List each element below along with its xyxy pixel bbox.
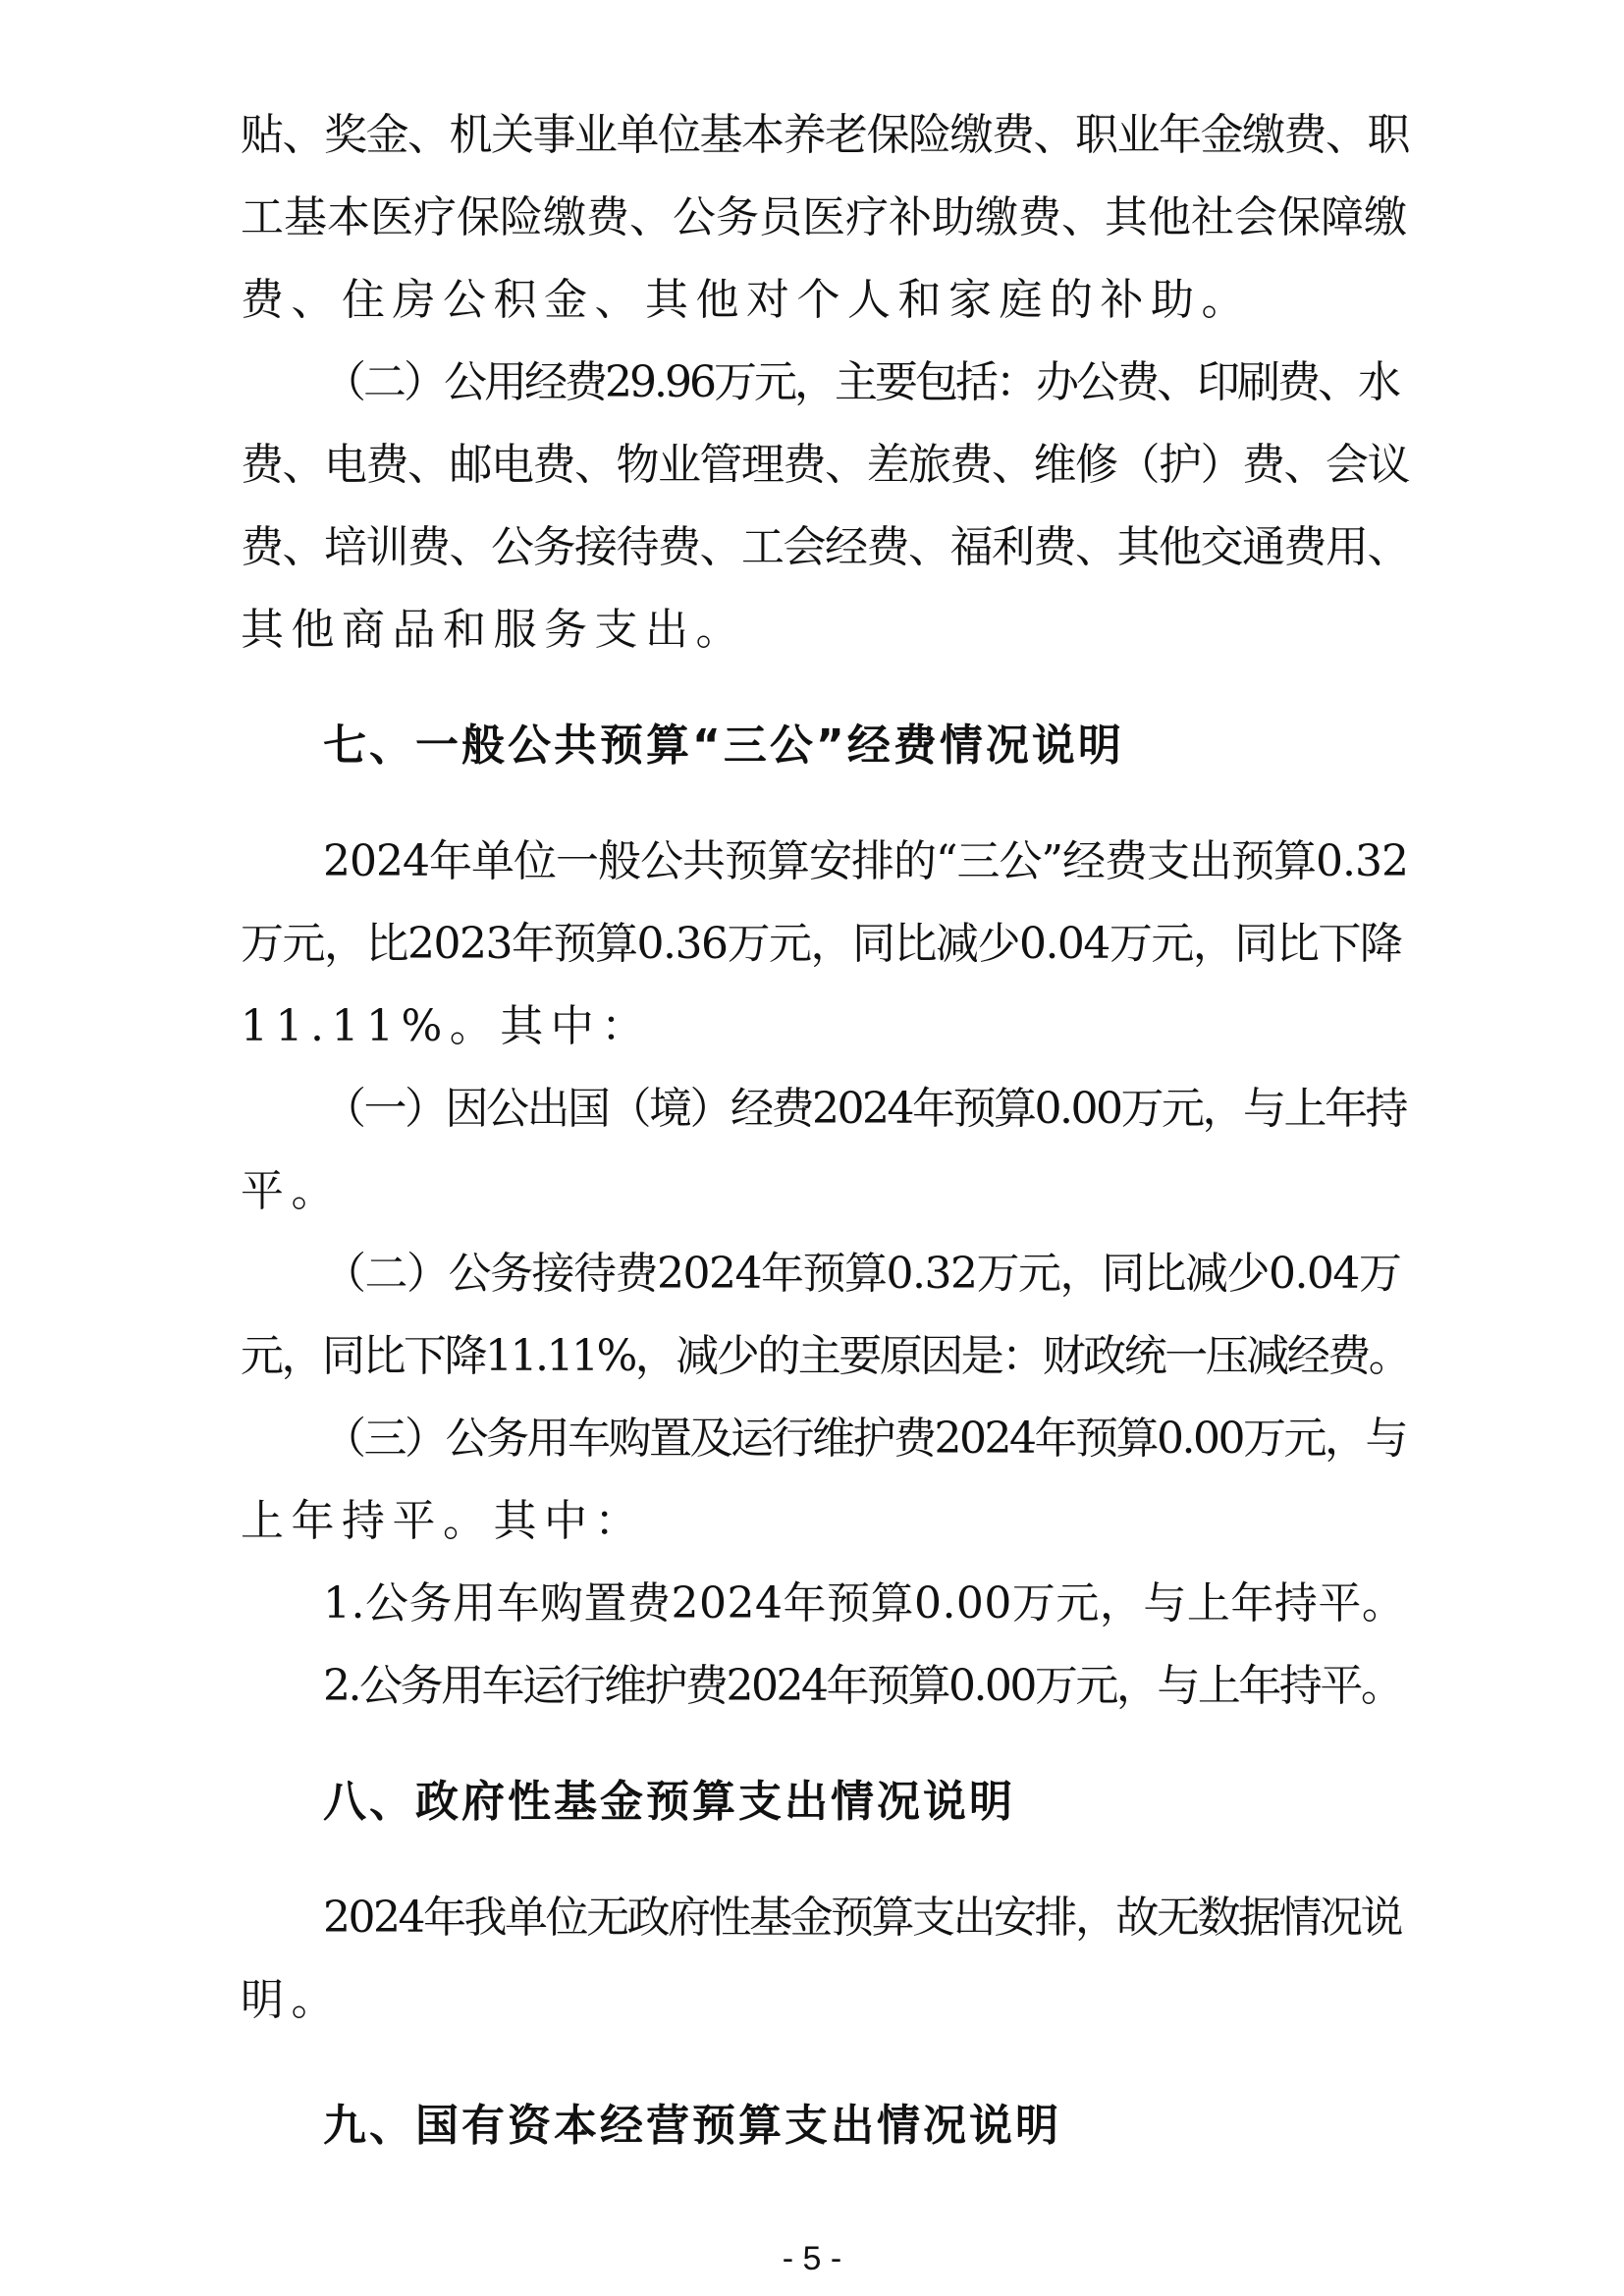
text-line: 工基本医疗保险缴费、公务员医疗补助缴费、其他社会保障缴 [241, 192, 1407, 242]
text-line: 上年持平。其中： [241, 1496, 645, 1546]
text-line: （一）因公出国（境）经费2024年预算0.00万元，与上年持 [323, 1084, 1406, 1134]
text-line: 万元，比2023年预算0.36万元，同比减少0.04万元，同比下降 [241, 919, 1402, 969]
text-line: 费、培训费、公务接待费、工会经费、福利费、其他交通费用、 [241, 522, 1409, 572]
text-line: 贴、奖金、机关事业单位基本养老保险缴费、职业年金缴费、职 [241, 110, 1409, 160]
page-number: - 5 - [782, 2240, 842, 2277]
text-line: 明。 [241, 1975, 342, 2025]
text-line: 其他商品和服务支出。 [241, 605, 746, 655]
section-heading-8: 八、政府性基金预算支出情况说明 [323, 1777, 1015, 1827]
text-line: （二）公用经费29.96万元，主要包括：办公费、印刷费、水 [323, 357, 1398, 407]
text-line: 费、住房公积金、其他对个人和家庭的补助。 [241, 275, 1252, 325]
text-line: （三）公务用车购置及运行维护费2024年预算0.00万元，与 [323, 1414, 1406, 1464]
text-line: 元，同比下降11.11%，减少的主要原因是：财政统一压减经费。 [241, 1331, 1410, 1381]
section-heading-7: 七、一般公共预算“三公”经费情况说明 [323, 721, 1124, 771]
text-line: 平。 [241, 1166, 342, 1216]
text-line: 2024年我单位无政府性基金预算支出安排，故无数据情况说 [323, 1893, 1401, 1943]
text-line: 1.公务用车购置费2024年预算0.00万元，与上年持平。 [323, 1578, 1406, 1629]
section-heading-9: 九、国有资本经营预算支出情况说明 [323, 2101, 1061, 2151]
text-line: 11.11%。其中： [241, 1001, 652, 1051]
text-line: 费、电费、邮电费、物业管理费、差旅费、维修（护）费、会议 [241, 440, 1409, 490]
text-line: 2024年单位一般公共预算安排的“三公”经费支出预算0.32 [323, 836, 1408, 886]
text-line: 2.公务用车运行维护费2024年预算0.00万元，与上年持平。 [323, 1661, 1402, 1711]
text-line: （二）公务接待费2024年预算0.32万元，同比减少0.04万 [323, 1249, 1401, 1299]
